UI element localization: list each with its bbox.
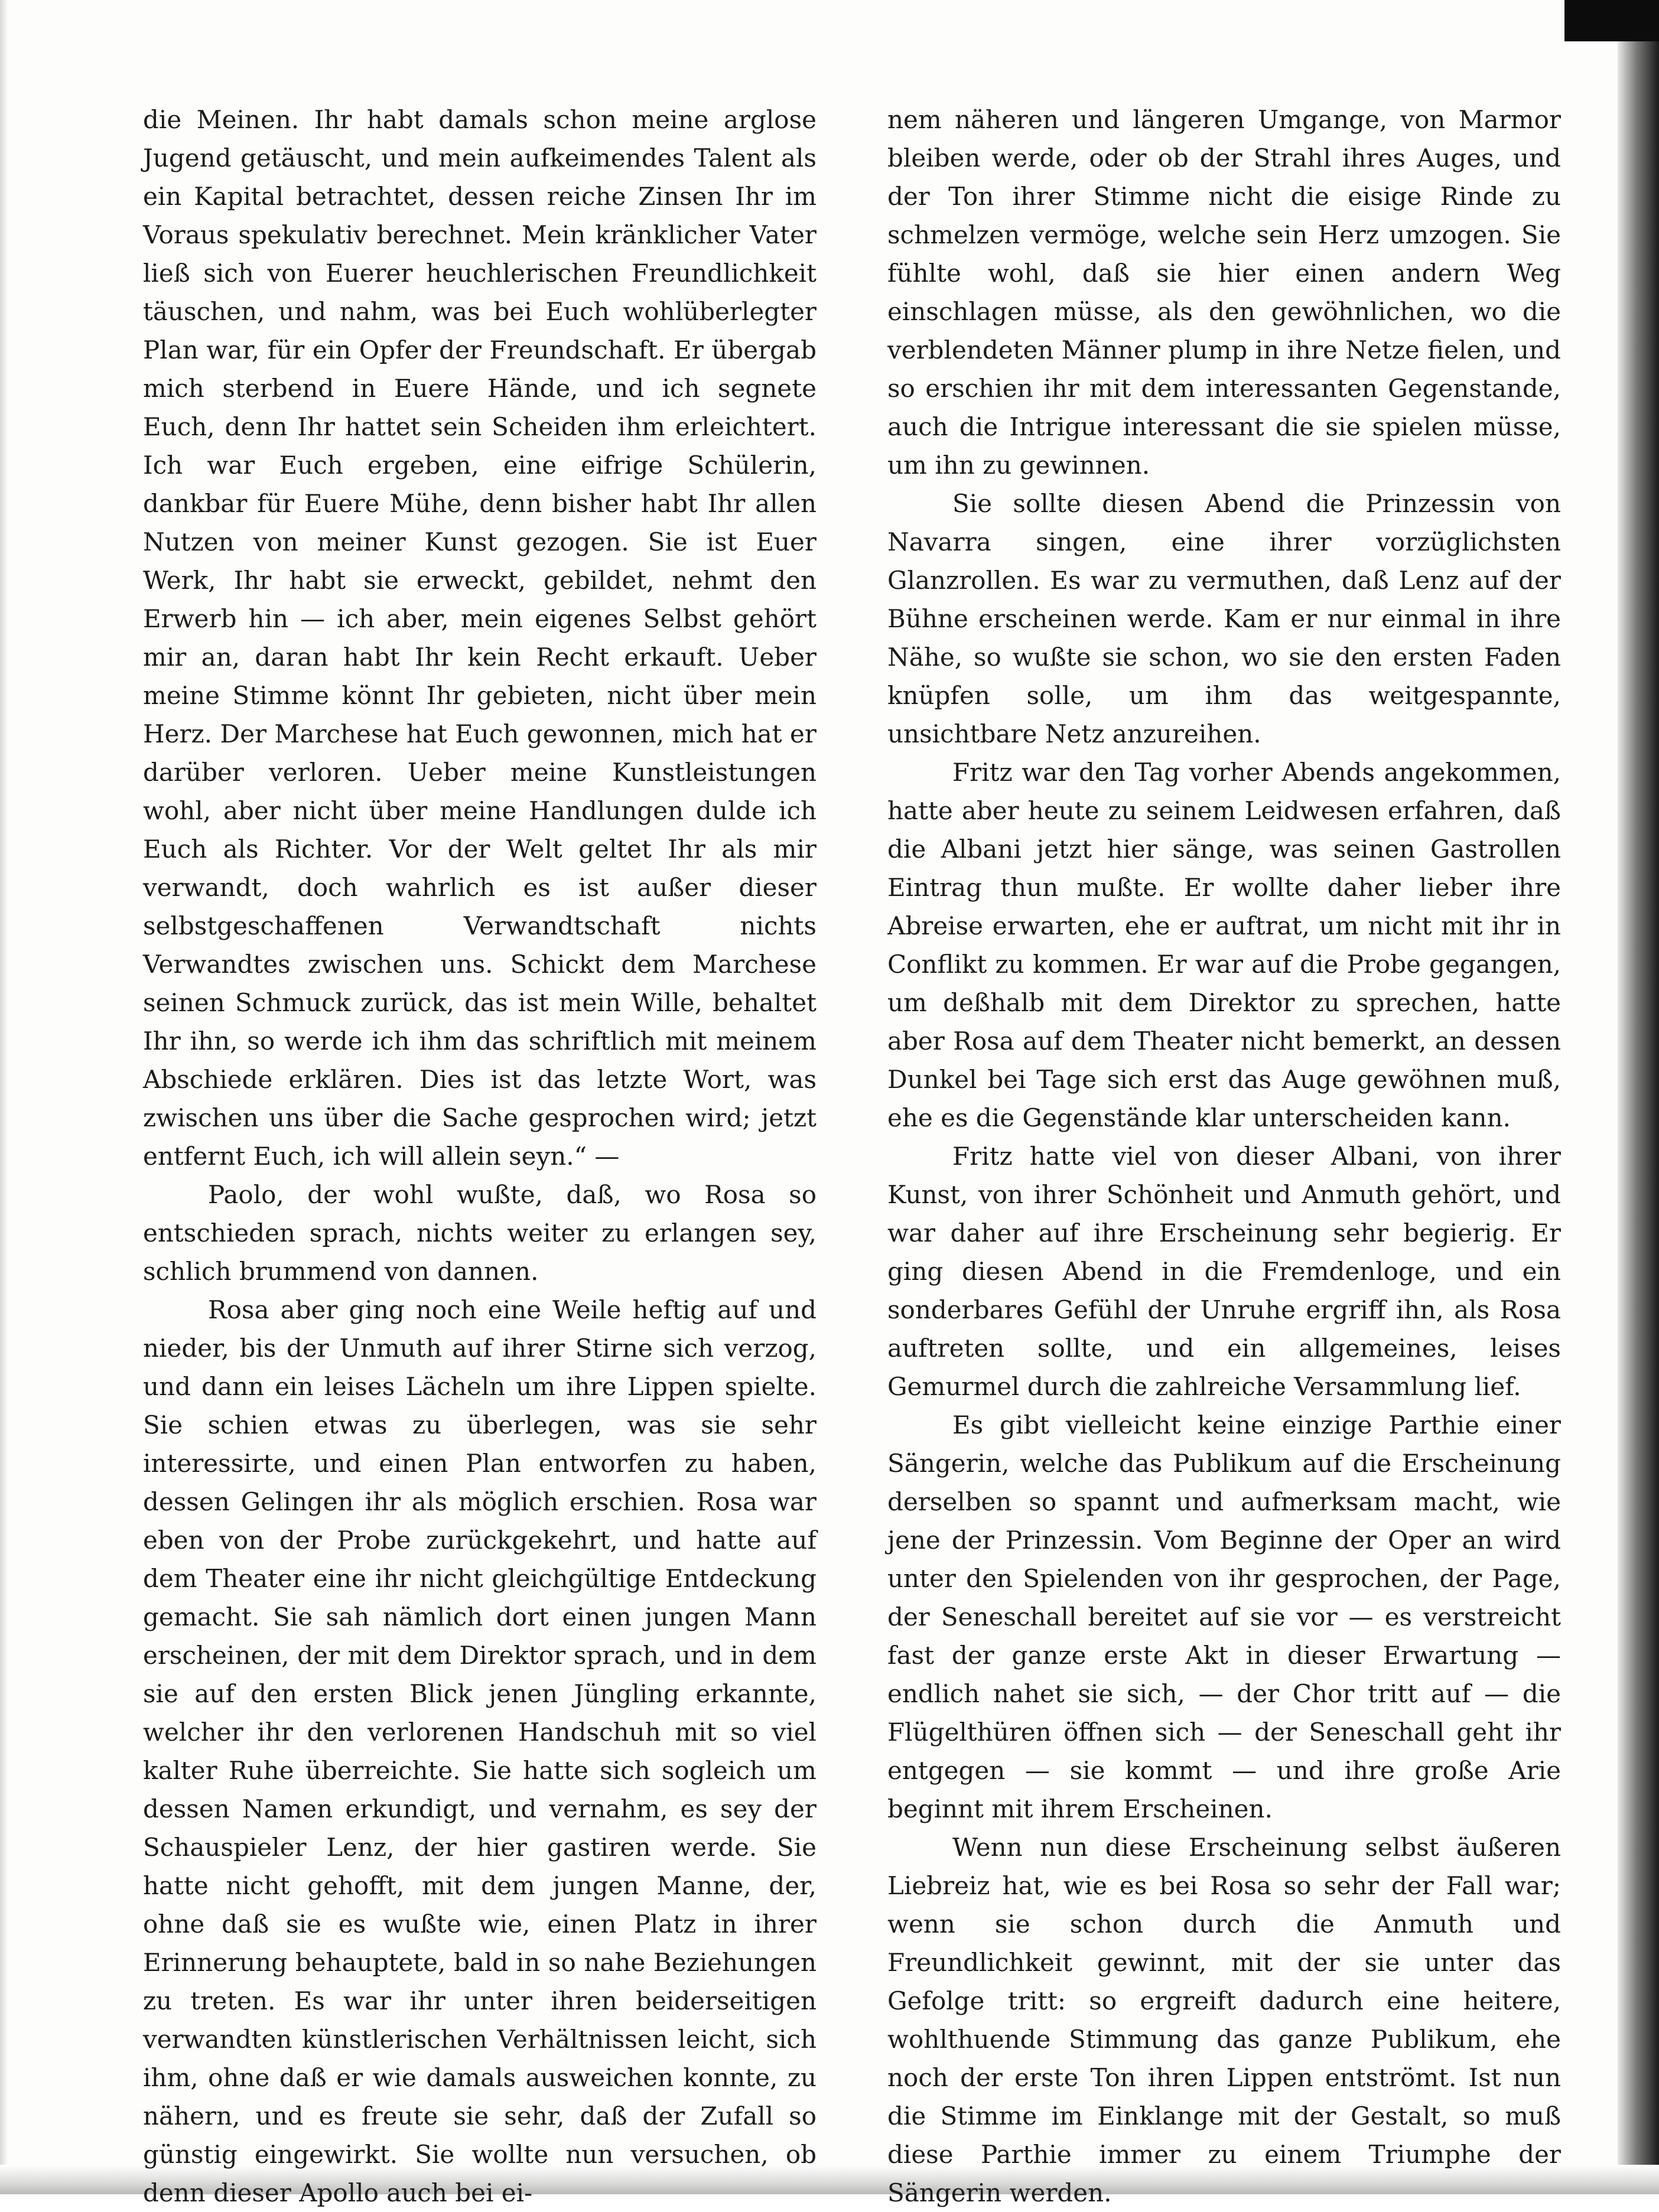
right-text-column: [887, 100, 1561, 2212]
page-gutter-shadow: [0, 0, 8, 2194]
paragraph: Fritz war den Tag vorher Abends angekommen, hatte aber heute zu seinem Leidwesen erfahren, daß die Albani jetzt hier sänge, was seinen Gastrollen Eintrag thun mußte. Er wollte daher lieber ihre Abreise erwarten, ehe er auftrat, um nicht mit ihr in Conflikt zu kommen. Er war auf die Probe gegangen, um deßhalb mit dem Direktor zu sprechen, hatte aber Rosa auf dem Theater nicht bemerkt, an dessen Dunkel bei Tage sich erst das Auge gewöhnen muß, ehe es die Gegenstände klar unterscheiden kann.: [887, 758, 1561, 1132]
left-text-column: [143, 100, 817, 2212]
paragraph: die Meinen. Ihr habt damals schon meine arglose Jugend getäuscht, und mein aufkeimendes Talent als ein Kapital betrachtet, dessen reiche Zinsen Ihr im Voraus spekulativ berechnet. Mein kränklicher Vater ließ sich von Euerer heuchlerischen Freundlichkeit täuschen, und nahm, was bei Euch wohlüberlegter Plan war, für ein Opfer der Freundschaft. Er übergab mich sterbend in Euere Hände, und ich segnete Euch, denn Ihr hattet sein Scheiden ihm erleichtert. Ich war Euch ergeben, eine eifrige Schülerin, dankbar für Euere Mühe, denn bisher habt Ihr allen Nutzen von meiner Kunst gezogen. Sie ist Euer Werk, Ihr habt sie erweckt, gebildet, nehmt den Erwerb hin — ich aber, mein eigenes Selbst gehört mir an, daran habt Ihr kein Recht erkauft. Ueber meine Stimme könnt Ihr gebieten, nicht über mein Herz. Der Marchese hat Euch gewonnen, mich hat er darüber verloren. Ueber meine Kunstleistungen wohl, aber nicht über meine Handlungen dulde ich Euch als Richter. Vor der Welt geltet Ihr als mir verwandt, doch wahrlich es ist außer dieser selbstgeschaffenen Verwandtschaft nichts Verwandtes zwischen uns. Schickt dem Marchese seinen Schmuck zurück, das ist mein Wille, behaltet Ihr ihn, so werde ich ihm das schriftlich mit meinem Abschiede erklären. Dies ist das letzte Wort, was zwischen uns über die Sache gesprochen wird; jetzt entfernt Euch, ich will allein seyn.“ —: [143, 105, 817, 1171]
paragraph: Rosa aber ging noch eine Weile heftig auf und nieder, bis der Unmuth auf ihrer Stirne sich verzog, und dann ein leises Lächeln um ihre Lippen spielte. Sie schien etwas zu überlegen, was sie sehr interessirte, und einen Plan entworfen zu haben, dessen Gelingen ihr als möglich erschien. Rosa war eben von der Probe zurückgekehrt, und hatte auf dem Theater eine ihr nicht gleichgültige Entdeckung gemacht. Sie sah nämlich dort einen jungen Mann erscheinen, der mit dem Direktor sprach, und in dem sie auf den ersten Blick jenen Jüngling erkannte, welcher ihr den verlorenen Handschuh mit so viel kalter Ruhe überreichte. Sie hatte sich sogleich um dessen Namen erkundigt, und vernahm, es sey der Schauspieler Lenz, der hier gastiren werde. Sie hatte nicht gehofft, mit dem jungen Manne, der, ohne daß sie es wußte wie, einen Platz in ihrer Erinnerung behauptete, bald in so nahe Beziehungen zu treten. Es war ihr unter ihren beiderseitigen verwandten künstlerischen Verhältnissen leicht, sich ihm, ohne daß er wie damals ausweichen konnte, zu nähern, und es freute sie sehr, daß der Zufall so günstig eingewirkt. Sie wollte nun versuchen, ob denn dieser Apollo auch bei ei-: [143, 1295, 817, 2207]
paragraph: nem näheren und längeren Umgange, von Marmor bleiben werde, oder ob der Strahl ihres Auges, und der Ton ihrer Stimme nicht die eisige Rinde zu schmelzen vermöge, welche sein Herz umzogen. Sie fühlte wohl, daß sie hier einen andern Weg einschlagen müsse, als den gewöhnlichen, wo die verblendeten Männer plump in ihre Netze fielen, und so erschien ihr mit dem interessanten Gegenstande, auch die Intrigue interessant die sie spielen müsse, um ihn zu gewinnen.: [887, 105, 1561, 480]
page-edge-shadow: [1618, 0, 1659, 2194]
scan-corner-dark: [1564, 0, 1659, 41]
paragraph: Es gibt vielleicht keine einzige Parthie einer Sängerin, welche das Publikum auf die Erscheinung derselben so spannt und aufmerksam macht, wie jene der Prinzessin. Vom Beginne der Oper an wird unter den Spielenden von ihr gesprochen, der Page, der Seneschall bereitet auf sie vor — es verstreicht fast der ganze erste Akt in dieser Erwartung — endlich nahet sie sich, — der Chor tritt auf — die Flügelthüren öffnen sich — der Seneschall geht ihr entgegen — sie kommt — und ihre große Arie beginnt mit ihrem Erscheinen.: [887, 1410, 1561, 1823]
paragraph: Sie sollte diesen Abend die Prinzessin von Navarra singen, eine ihrer vorzüglichsten Glanzrollen. Es war zu vermuthen, daß Lenz auf der Bühne erscheinen werde. Kam er nur einmal in ihre Nähe, so wußte sie schon, wo sie den ersten Faden knüpfen solle, um ihm das weitgespannte, unsichtbare Netz anzureihen.: [887, 489, 1561, 748]
paragraph: Wenn nun diese Erscheinung selbst äußeren Liebreiz hat, wie es bei Rosa so sehr der Fall war; wenn sie schon durch die Anmuth und Freundlichkeit gewinnt, mit der sie unter das Gefolge tritt: so ergreift dadurch eine heitere, wohlthuende Stimmung das ganze Publikum, ehe noch der erste Ton ihren Lippen entströmt. Ist nun die Stimme im Einklange mit der Gestalt, so muß diese Parthie immer zu einem Triumphe der Sängerin werden.: [887, 1833, 1561, 2207]
paragraph: Fritz hatte viel von dieser Albani, von ihrer Kunst, von ihrer Schönheit und Anmuth gehört, und war daher auf ihre Erscheinung sehr begierig. Er ging diesen Abend in die Fremdenloge, und ein sonderbares Gefühl der Unruhe ergriff ihn, als Rosa auftreten sollte, und ein allgemeines, leises Gemurmel durch die zahlreiche Versammlung lief.: [887, 1142, 1561, 1401]
paragraph: Paolo, der wohl wußte, daß, wo Rosa so entschieden sprach, nichts weiter zu erlangen sey, schlich brummend von dannen.: [143, 1180, 817, 1286]
